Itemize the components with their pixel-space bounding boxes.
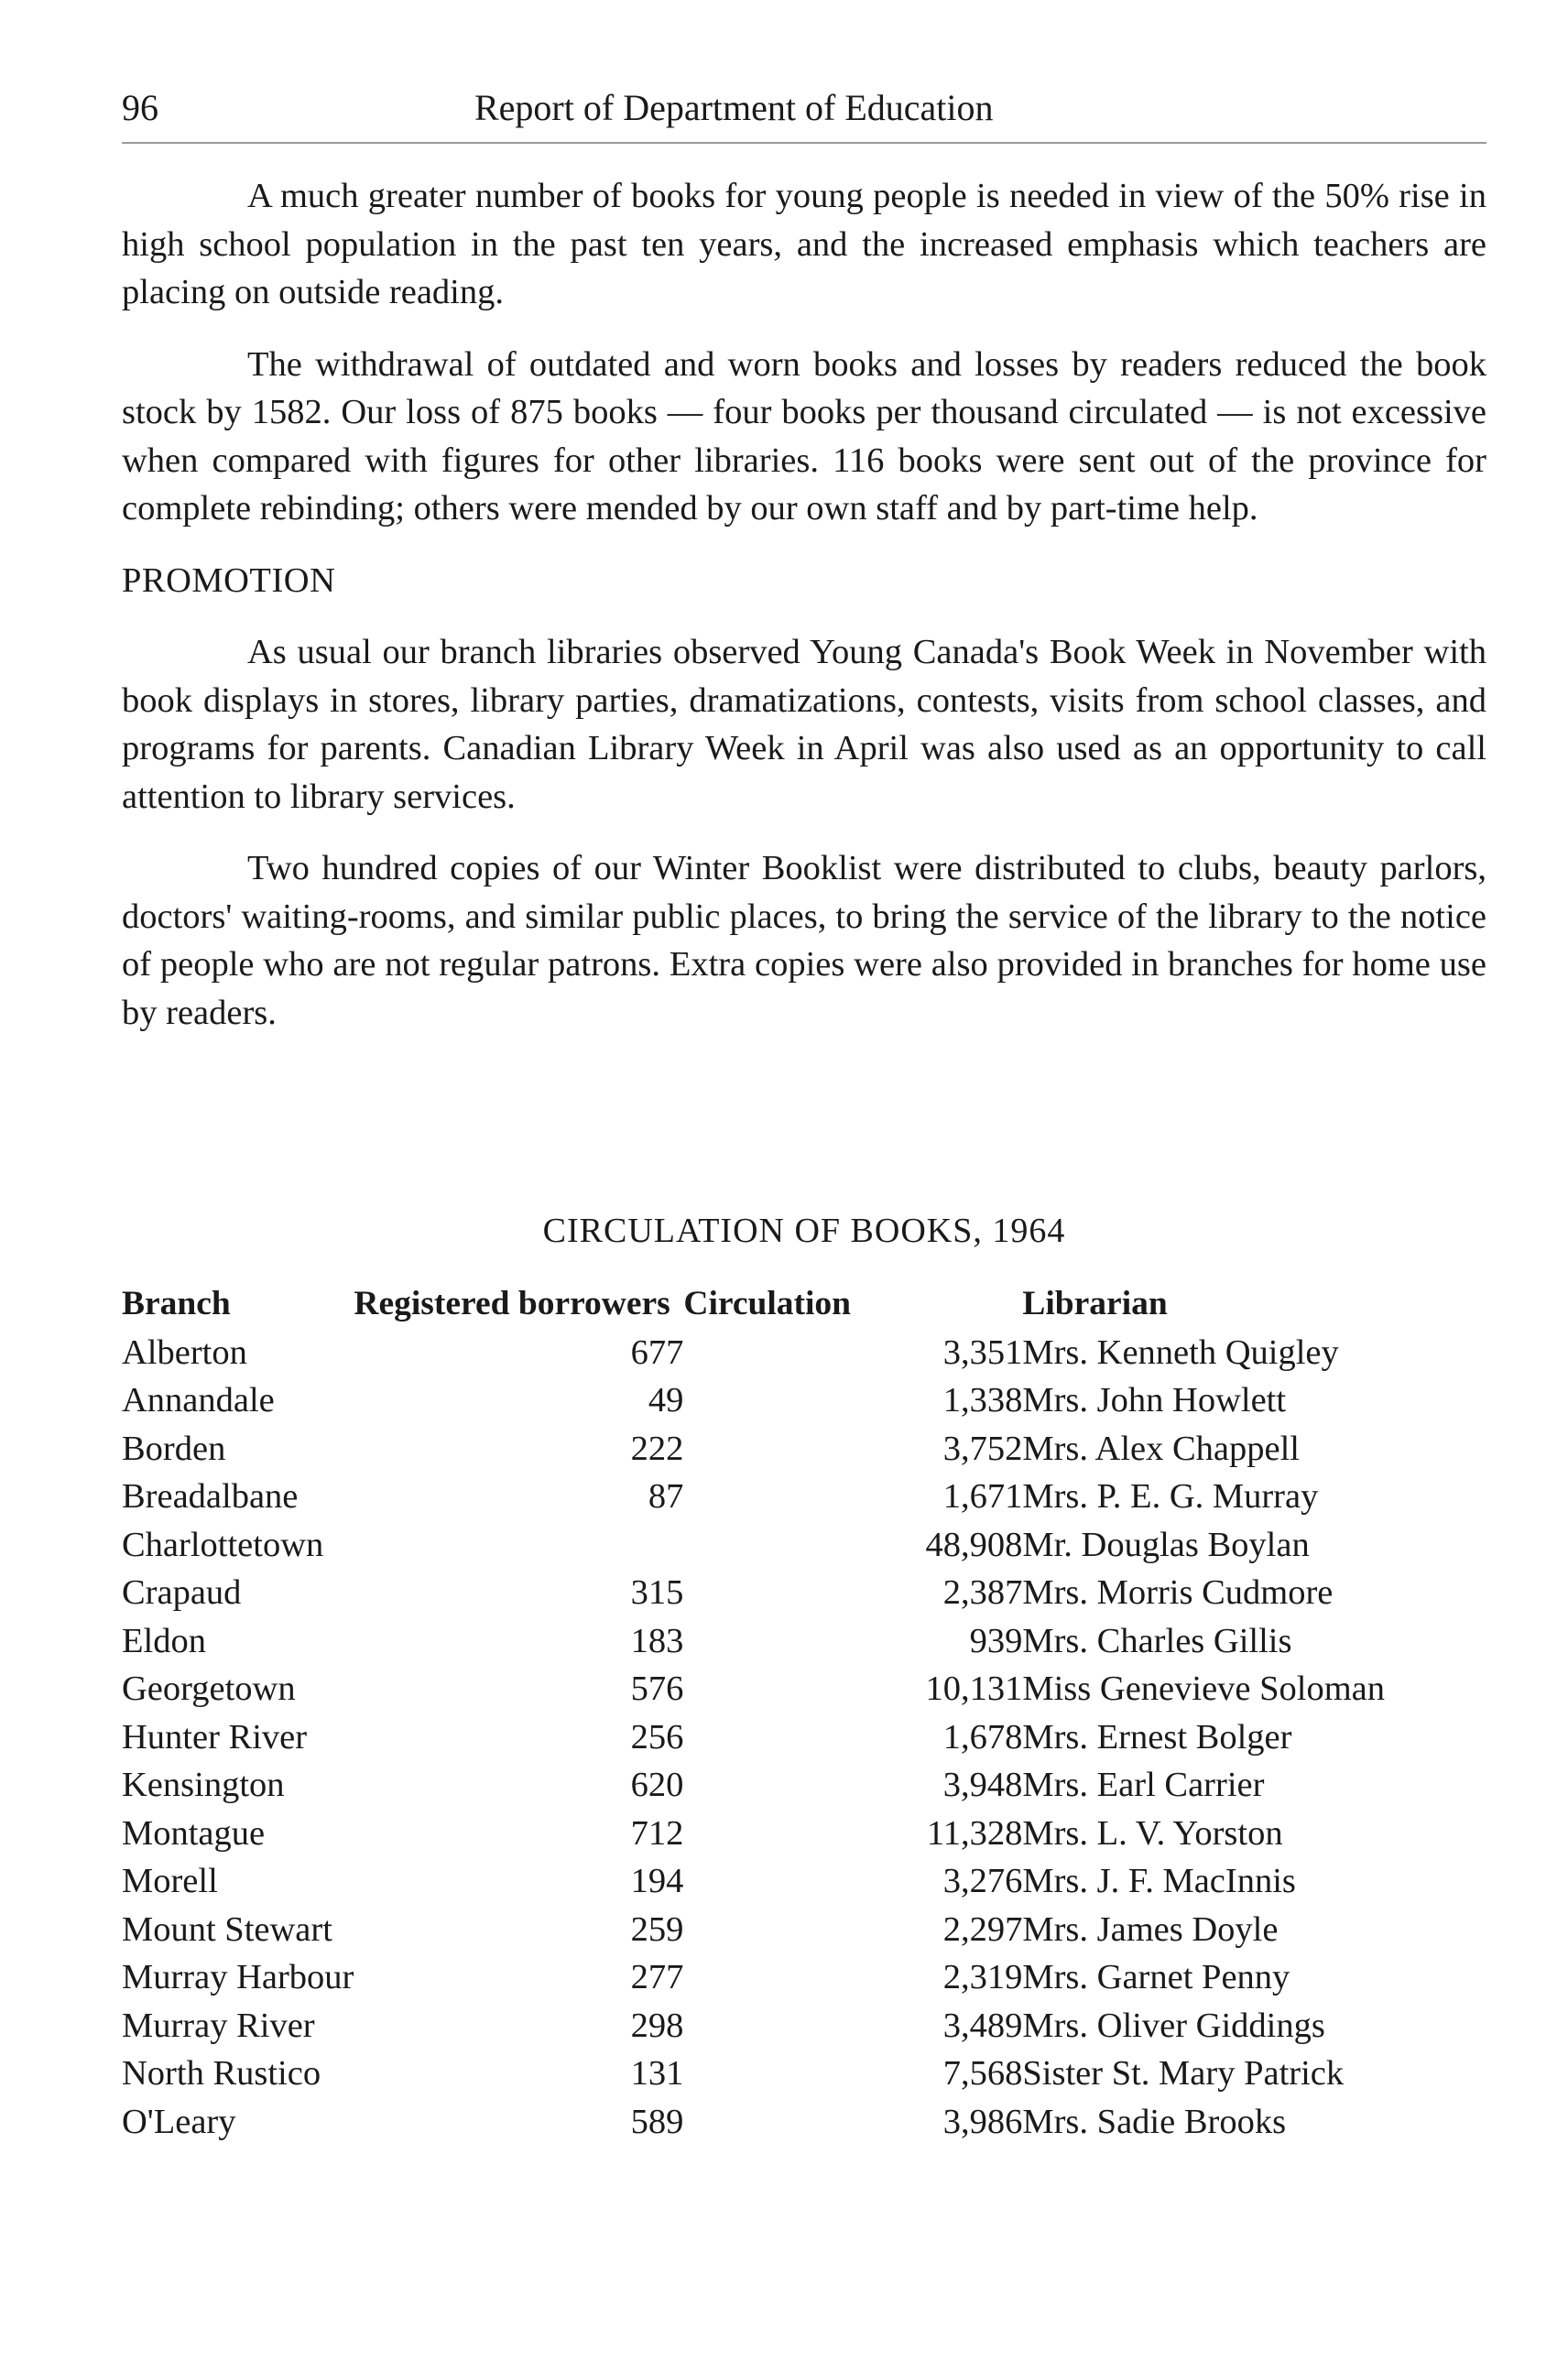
- table-row: [122, 1617, 1535, 1666]
- table-row: [122, 2098, 1535, 2147]
- table-row: [122, 1665, 1535, 1713]
- running-title: Report of Department of Education: [474, 87, 994, 128]
- circulation-cell: 3,948: [942, 1766, 1023, 1804]
- librarian-cell: Mrs. Garnet Penny: [1022, 1958, 1290, 1996]
- branch-cell: Georgetown: [122, 1669, 296, 1708]
- body-text: [122, 172, 1486, 1060]
- table-row: [122, 1761, 1535, 1810]
- table-row: [122, 1521, 1535, 1570]
- branch-cell: Borden: [122, 1429, 226, 1468]
- circulation-cell: 3,351: [942, 1332, 1023, 1372]
- header-circulation: Circulation: [683, 1285, 852, 1322]
- registered-borrowers-cell: 256: [630, 1717, 684, 1756]
- paragraph-book-week: As usual our branch libraries observed Young Canada's Book Week in November with book displays in stores, library parties, dramatizations, contests, visits from school classes, and programs for parents. Canadian Library Week in April was also used as an opportunity to call attention to library services.: [122, 633, 1486, 816]
- circulation-cell: 2,387: [942, 1573, 1023, 1612]
- circulation-cell: 2,319: [942, 1958, 1023, 1996]
- table-row: [122, 1425, 1535, 1474]
- circulation-cell: 3,986: [942, 2102, 1023, 2141]
- header-registered-borrowers: Registered borrowers: [354, 1285, 670, 1322]
- branch-cell: Eldon: [122, 1621, 206, 1660]
- librarian-cell: Mrs. Morris Cudmore: [1022, 1573, 1334, 1612]
- registered-borrowers-cell: 315: [630, 1573, 684, 1612]
- table-title-text: CIRCULATION OF BOOKS, 1964: [542, 1212, 1066, 1250]
- registered-borrowers-cell: 87: [648, 1477, 684, 1516]
- registered-borrowers-cell: 677: [630, 1332, 684, 1372]
- registered-borrowers-cell: 589: [630, 2102, 684, 2141]
- branch-cell: O'Leary: [122, 2102, 236, 2141]
- table-row: [122, 1473, 1535, 1521]
- table-row: [122, 2050, 1535, 2098]
- paragraph-winter-booklist: Two hundred copies of our Winter Booklist were distributed to clubs, beauty parlors, doctors' waiting-rooms, and similar public places, to bring the service of the library to the notice of people who are not regular patrons. Extra copies were also provided in branches for home use by readers.: [122, 849, 1486, 1032]
- circulation-cell: 939: [969, 1621, 1023, 1660]
- branch-cell: Annandale: [122, 1381, 275, 1419]
- librarian-cell: Mrs. P. E. G. Murray: [1022, 1477, 1319, 1516]
- librarian-cell: Sister St. Mary Patrick: [1022, 2054, 1345, 2093]
- table-row: [122, 1953, 1535, 2002]
- librarian-cell: Mrs. J. F. MacInnis: [1022, 1862, 1296, 1900]
- registered-borrowers-cell: 298: [630, 2006, 684, 2045]
- branch-cell: Morell: [122, 1862, 218, 1900]
- running-head: [122, 81, 1486, 136]
- registered-borrowers-cell: 259: [630, 1909, 684, 1949]
- table-row: [122, 1329, 1535, 1377]
- circulation-cell: 48,908: [925, 1525, 1023, 1564]
- table-body: [122, 1329, 1535, 2147]
- librarian-cell: Mrs. John Howlett: [1022, 1381, 1287, 1419]
- librarian-cell: Mrs. Oliver Giddings: [1022, 2006, 1325, 2045]
- branch-cell: North Rustico: [122, 2054, 321, 2093]
- branch-cell: Crapaud: [122, 1573, 242, 1612]
- registered-borrowers-cell: 620: [630, 1766, 684, 1804]
- librarian-cell: Mr. Douglas Boylan: [1022, 1525, 1310, 1564]
- header-librarian: Librarian: [1022, 1285, 1168, 1322]
- circulation-cell: 7,568: [942, 2054, 1023, 2093]
- circulation-cell: 2,297: [942, 1909, 1023, 1949]
- librarian-cell: Mrs. Ernest Bolger: [1022, 1717, 1292, 1756]
- paragraph-young-people-books: A much greater number of books for young people is needed in view of the 50% rise in high school population in the past ten years, and the increased emphasis which teachers are placing on outside reading.: [122, 177, 1486, 311]
- librarian-cell: Mrs. Kenneth Quigley: [1022, 1332, 1339, 1372]
- registered-borrowers-cell: 183: [630, 1621, 684, 1660]
- circulation-cell: 3,489: [942, 2006, 1023, 2045]
- header-rule: [122, 142, 1486, 144]
- librarian-cell: Miss Genevieve Soloman: [1022, 1669, 1386, 1708]
- branch-cell: Kensington: [122, 1766, 285, 1804]
- section-heading-promotion: PROMOTION: [122, 560, 336, 600]
- header-branch: Branch: [122, 1285, 231, 1322]
- branch-cell: Charlottetown: [122, 1525, 324, 1564]
- registered-borrowers-cell: 277: [630, 1958, 684, 1996]
- branch-cell: Breadalbane: [122, 1477, 299, 1516]
- circulation-cell: 10,131: [925, 1669, 1023, 1708]
- circulation-cell: 11,328: [926, 1813, 1023, 1853]
- librarian-cell: Mrs. Alex Chappell: [1022, 1429, 1300, 1468]
- registered-borrowers-cell: 576: [630, 1669, 684, 1708]
- registered-borrowers-cell: [354, 1521, 683, 1570]
- branch-cell: Alberton: [122, 1332, 247, 1372]
- table-row: [122, 1857, 1535, 1906]
- registered-borrowers-cell: 222: [630, 1429, 684, 1468]
- librarian-cell: Mrs. James Doyle: [1022, 1909, 1279, 1949]
- circulation-cell: 3,752: [942, 1429, 1023, 1468]
- table-row: [122, 1810, 1535, 1858]
- table-row: [122, 1906, 1535, 1954]
- librarian-cell: Mrs. L. V. Yorston: [1022, 1813, 1283, 1853]
- registered-borrowers-cell: 194: [630, 1862, 684, 1900]
- registered-borrowers-cell: 49: [648, 1381, 684, 1419]
- circulation-cell: 1,338: [942, 1381, 1023, 1419]
- table-title: [122, 1207, 1486, 1255]
- circulation-cell: 1,678: [942, 1717, 1023, 1756]
- table-row: [122, 1376, 1535, 1425]
- librarian-cell: Mrs. Charles Gillis: [1022, 1621, 1292, 1660]
- branch-cell: Hunter River: [122, 1717, 308, 1756]
- branch-cell: Montague: [122, 1813, 266, 1853]
- branch-cell: Murray Harbour: [122, 1958, 354, 1996]
- branch-cell: Mount Stewart: [122, 1909, 332, 1949]
- librarian-cell: Mrs. Sadie Brooks: [1022, 2102, 1287, 2141]
- branch-cell: Murray River: [122, 2006, 315, 2045]
- table-row: [122, 1569, 1535, 1617]
- librarian-cell: Mrs. Earl Carrier: [1022, 1766, 1265, 1804]
- table-row: [122, 2002, 1535, 2050]
- page-number: 96: [122, 87, 158, 128]
- circulation-cell: 1,671: [942, 1477, 1023, 1516]
- paragraph-book-withdrawal: The withdrawal of outdated and worn books and losses by readers reduced the book stock by 1582. Our loss of 875 books — four books per thousand circulated — is not excessive when compared with figures for other libraries. 116 books were sent out of the province for complete rebinding; others were mended by our own staff and by part-time help.: [122, 344, 1486, 527]
- circulation-table: [122, 1280, 1535, 2146]
- table-row: [122, 1713, 1535, 1762]
- circulation-cell: 3,276: [942, 1862, 1023, 1900]
- registered-borrowers-cell: 131: [630, 2054, 684, 2093]
- registered-borrowers-cell: 712: [630, 1813, 684, 1853]
- table-header-row: [122, 1280, 1535, 1329]
